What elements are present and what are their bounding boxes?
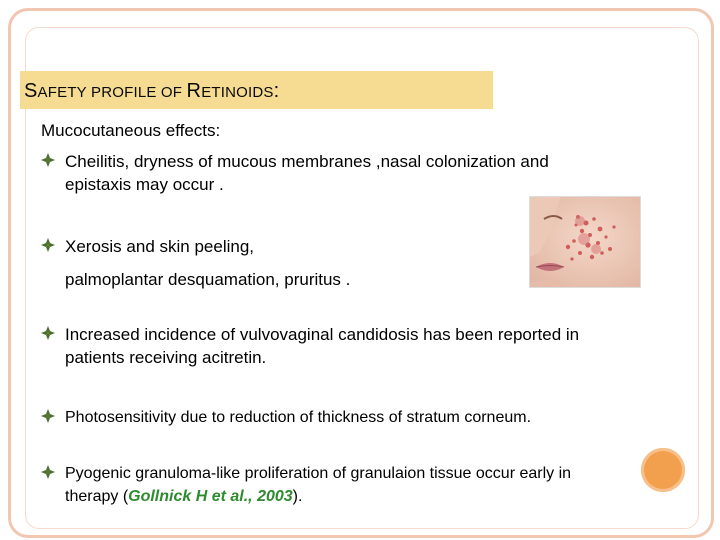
bullet-line: patients receiving acitretin.	[65, 348, 267, 367]
decorative-circle	[641, 448, 685, 492]
bullet-text	[65, 150, 549, 196]
title-part-2: ETINOIDS	[201, 84, 274, 101]
diamond-bullet-icon	[41, 153, 55, 167]
citation-suffix: ).	[292, 488, 303, 505]
diamond-bullet-icon	[41, 465, 55, 479]
diamond-bullet-icon	[41, 326, 55, 340]
title-part-1: AFETY PROFILE OF	[37, 84, 187, 101]
bullet-line: Xerosis and skin peeling,	[65, 237, 255, 256]
clinical-photo	[529, 196, 641, 288]
title-letter-s: S	[24, 80, 38, 102]
bullet-text	[65, 462, 571, 508]
bullet-line: epistaxis may occur .	[65, 175, 224, 194]
diamond-bullet-icon	[41, 238, 55, 252]
face-rash-image	[530, 197, 640, 287]
bullet-text	[65, 235, 350, 291]
bullet-text	[65, 406, 531, 429]
bullet-line: palmoplantar desquamation, pruritus .	[65, 270, 351, 289]
bullet-line: Pyogenic granuloma-like proliferation of granulaion tissue occur early in	[65, 465, 572, 482]
title-colon: :	[273, 80, 280, 102]
bullet-line	[65, 485, 571, 508]
bullet-line: Cheilitis, dryness of mucous membranes ,nasal colonization and	[65, 152, 549, 171]
bullet-line: Photosensitivity due to reduction of thickness of stratum corneum.	[65, 409, 532, 426]
slide-title	[24, 80, 279, 103]
section-label: Mucocutaneous effects:	[41, 121, 221, 140]
citation-prefix: therapy (	[65, 488, 129, 505]
diamond-bullet-icon	[41, 409, 55, 423]
bullet-text	[65, 323, 579, 369]
citation: Gollnick H et al., 2003	[128, 488, 293, 505]
title-letter-r: R	[186, 80, 202, 102]
bullet-line: Increased incidence of vulvovaginal candidosis has been reported in	[65, 325, 580, 344]
